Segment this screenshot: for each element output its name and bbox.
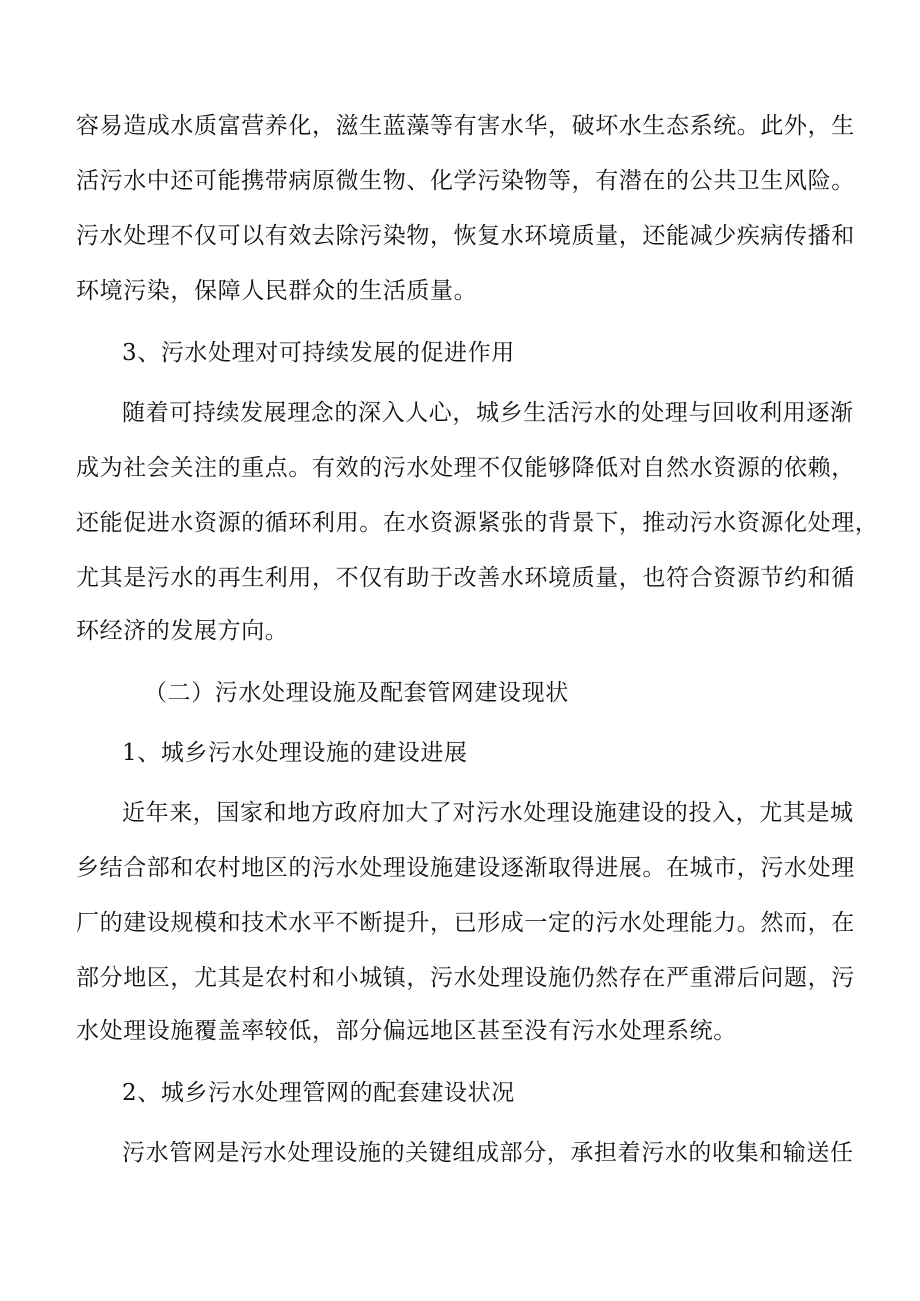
paragraph-line: 环经济的发展方向。 [76,618,289,644]
paragraph-line: 成为社会关注的重点。有效的污水处理不仅能够降低对自然水资源的依赖， [76,455,855,481]
section-heading: 2、城乡污水处理管网的配套建设状况 [122,1080,515,1106]
paragraph-line: 环境污染，保障人民群众的生活质量。 [76,278,478,304]
section-heading: 1、城乡污水处理设施的建设进展 [122,740,468,766]
paragraph-line: 近年来，国家和地方政府加大了对污水处理设施建设的投入，尤其是城 [122,800,854,826]
section-title: （二）污水处理设施及配套管网建设现状 [144,680,569,706]
paragraph-line: 乡结合部和农村地区的污水处理设施建设逐渐取得进展。在城市，污水处理 [76,855,855,881]
paragraph-line: 随着可持续发展理念的深入人心，城乡生活污水的处理与回收利用逐渐 [122,400,854,426]
paragraph-line: 水处理设施覆盖率较低，部分偏远地区甚至没有污水处理系统。 [76,1018,737,1044]
paragraph-line: 还能促进水资源的循环利用。在水资源紧张的背景下，推动污水资源化处理， [76,510,879,536]
paragraph-line: 厂的建设规模和技术水平不断提升，已形成一定的污水处理能力。然而，在 [76,910,855,936]
paragraph-line: 活污水中还可能携带病原微生物、化学污染物等，有潜在的公共卫生风险。 [76,168,855,194]
paragraph-line: 容易造成水质富营养化，滋生蓝藻等有害水华，破坏水生态系统。此外，生 [76,113,855,139]
paragraph-line: 部分地区，尤其是农村和小城镇，污水处理设施仍然存在严重滞后问题，污 [76,965,855,991]
paragraph-line: 污水管网是污水处理设施的关键组成部分，承担着污水的收集和输送任 [122,1140,854,1166]
section-heading: 3、污水处理对可持续发展的促进作用 [122,340,515,366]
paragraph-line: 尤其是污水的再生利用，不仅有助于改善水环境质量，也符合资源节约和循 [76,565,855,591]
paragraph-line: 污水处理不仅可以有效去除污染物，恢复水环境质量，还能减少疾病传播和 [76,223,855,249]
